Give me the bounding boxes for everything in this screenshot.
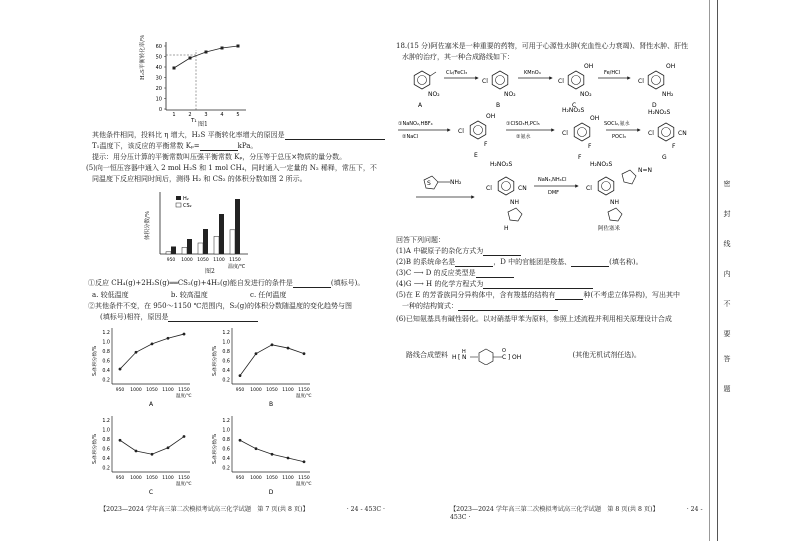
svg-text:H₂NO₂S: H₂NO₂S [562,107,585,114]
label-F: F [578,154,582,161]
hint-text: 提示：用分压计算的平衡常数叫压强平衡常数 Kₚ，分压等于总压×物质的量分数。 [92,153,347,161]
y-tick-label: 0 [158,107,162,113]
reagent-e-to-f-2: ②氨水 [516,134,531,140]
y-tick-label: 10 [155,96,162,103]
reagent-d-to-e-2: ②NaCl [402,134,419,140]
y-tick-label: 0.8 [222,438,230,443]
synthesis-route [394,62,704,232]
y-tick-label: 0.4 [222,369,230,374]
answer-blank[interactable] [458,303,558,311]
label-G: G [662,154,667,161]
x-tick-label: 1000 [130,388,142,393]
y-axis-label: S₂体积分数/% [93,345,98,376]
y-tick-label: 0.2 [222,466,230,472]
answer-blank[interactable] [483,248,521,256]
y-tick-label: 0.8 [222,350,230,355]
x-tick-label: 1 [172,112,176,118]
question-r6: (6)已知氨基具有碱性弱化。以对硝基甲苯为原料，参照上述流程并利用相关原理设计合成 [396,315,672,323]
data-point [205,51,208,54]
svg-text:[: [ [458,354,461,361]
question-5-line2: 同温度下反应相同时间后，测得 H₂ 和 CS₂ 的体积分数如图 2 所示。 [92,175,307,183]
svg-text:NO₂: NO₂ [504,91,516,98]
seal-char: 答 [723,355,731,363]
svg-text:Cl: Cl [486,185,492,192]
svg-text:NH₂: NH₂ [450,179,462,186]
x-tick-label: 3 [204,112,208,118]
svg-text:OH: OH [486,113,496,120]
label-H: H [504,225,509,232]
label-E: E [474,152,478,159]
figure-1-caption: 图1 [198,121,208,128]
figure-1-t1-label: T₁ [191,118,197,124]
svg-text:S: S [427,180,431,187]
data-point [167,446,170,449]
question-s2-trend-1: ②其他条件不变，在 950～1150 ℃范围内，S₂(g)的体积分数随温度的变化趋势与图 [88,302,352,310]
bar-cs2 [182,247,187,254]
bar-cs2 [166,252,171,254]
x-tick-label: 1100 [282,476,294,481]
data-point [287,457,290,460]
x-tick-label: 1150 [298,476,310,481]
svg-text:N=N: N=N [638,167,653,174]
question-r5: (5)在 E 的芳香族同分异构体中，含有羧基的结构有 种(不考虑立体异构)，写出其中 [396,291,680,299]
y-tick-label: 1.2 [102,331,110,336]
reagent-e-to-f-1: ①ClSO₃H,PCl₅ [506,121,540,127]
y-tick-label: 0.6 [222,359,230,365]
y-tick-label: 30 [155,75,162,82]
series-line [240,345,304,376]
option-b: b. 较高温度 [170,291,208,299]
y-tick-label: 50 [155,54,162,61]
answer-blank[interactable] [571,259,609,267]
seal-char: 要 [723,330,731,338]
reagent-c-to-d: Fe/HCl [604,70,621,76]
x-tick-label: 950 [115,388,125,393]
x-tick-label: 1150 [229,258,241,263]
svg-text:NO₂: NO₂ [580,91,592,98]
y-tick-label: 1.0 [102,428,110,434]
bar-h2 [187,239,192,254]
question-s2-trend-2: (填标号)相符，原因是 [100,313,258,322]
data-point [287,347,290,350]
bar-cs2 [214,236,219,254]
series-line [240,440,304,461]
figure-2-caption: 图2 [205,268,215,275]
legend-h2: H₂ [183,196,189,202]
data-point [173,67,176,70]
polymer-structure [450,345,570,365]
chart-letter: D [268,489,274,496]
data-point [135,351,138,354]
svg-text:F: F [588,143,592,150]
svg-text:Cl: Cl [648,130,654,137]
data-point [151,453,154,456]
x-tick-label: 1100 [282,388,294,393]
data-point [183,333,186,336]
svg-text:NH: NH [510,199,519,206]
options-row [92,291,286,300]
y-tick-label: 0.8 [102,350,110,355]
x-tick-label: 5 [236,112,240,118]
data-point [271,453,274,456]
question-r1: (1)A 中碳原子的杂化方式为 [396,247,521,256]
seal-char: 封 [723,210,731,218]
question-5-line1: (5)向一恒压容器中通入 2 mol H₂S 和 1 mol CH₄，同时通入一定量的 N₂ 稀释，常压下，不 [86,164,377,172]
seal-char: 密 [723,180,731,188]
option-c: c. 任何温度 [250,291,287,299]
question-r4: (4)G ⟶ H 的化学方程式为 [396,280,593,289]
svg-text:Cl: Cl [458,128,464,135]
x-tick-label: 1150 [178,476,190,481]
svg-text:H: H [462,349,466,355]
data-point [189,57,192,60]
reagent-f-to-g-2: POCl₃ [612,134,626,140]
binding-line-inner [709,0,710,541]
svg-text:H: H [452,354,457,361]
option-a: a. 较低温度 [92,291,129,299]
data-point [237,45,240,48]
s2-chart-a [90,322,200,408]
x-tick-label: 1150 [298,388,310,393]
s2-chart-b [210,322,320,408]
x-tick-label: 4 [220,112,224,118]
y-tick-label: 60 [155,44,162,50]
s2-chart-c [90,410,200,496]
svg-text:F: F [672,143,676,150]
x-tick-label: 1100 [162,388,174,393]
bar-h2 [203,229,208,254]
x-tick-label: 1000 [250,388,262,393]
y-tick-label: 0.4 [102,457,110,462]
y-tick-label: 0.2 [222,378,230,384]
x-tick-label: 1050 [146,388,158,393]
x-tick-label: 1050 [197,258,209,263]
y-tick-label: 1.0 [222,428,230,434]
data-point [167,337,170,340]
label-D: D [652,102,657,109]
answer-blank[interactable] [483,281,593,289]
x-tick-label: 950 [235,476,245,481]
y-axis-label: S₂体积分数/% [213,433,218,464]
question-rate-reason: 其他条件相同，投料比 η 增大，H₂S 平衡转化率增大的原因是 [92,131,385,140]
x-tick-label: 1100 [213,258,225,263]
question-spontaneous: ①反应 CH₄(g)+2H₂S(g)══CS₂(g)+4H₂(g)能自发进行的条件是 (填标号)。 [88,279,365,287]
x-tick-label: 1000 [181,258,193,263]
bar-h2 [235,199,240,254]
answer-blank[interactable] [476,270,514,278]
data-point [239,374,242,377]
footer-left: 【2023—2024 学年高三第二次模拟考试高三化学试题 第 7 页(共 8 页)】 · 24 - 453C · [100,506,385,513]
y-axis-label: S₂体积分数/% [93,433,98,464]
data-point [135,450,138,453]
figure-1-chart [148,38,258,130]
data-point [221,47,224,50]
legend-cs2: CS₂ [183,203,192,209]
y-tick-label: 40 [155,65,162,71]
label-A: A [418,102,423,109]
svg-text:NO₂: NO₂ [428,91,440,98]
bar-h2 [171,247,176,255]
figure-2-xlabel: 温度/℃ [228,264,246,270]
svg-text:O: O [502,348,507,354]
x-tick-label: 950 [166,258,176,263]
svg-text:OH: OH [512,354,522,361]
svg-text:OH: OH [584,63,594,70]
y-tick-label: 1.0 [102,340,110,346]
svg-text:N: N [462,354,467,361]
answer-blank[interactable] [455,259,493,267]
label-B: B [496,102,501,109]
y-tick-label: 0.4 [102,369,110,374]
svg-text:NH: NH [610,199,619,206]
svg-text:CN: CN [678,130,687,137]
x-tick-label: 1000 [130,476,142,481]
x-axis-label: 温度/℃ [176,482,192,487]
y-tick-label: 0.6 [102,359,110,365]
x-tick-label: 1050 [266,388,278,393]
x-tick-label: 1050 [146,476,158,481]
answer-blank[interactable] [285,132,385,140]
question-kp: T₁温度下，该反应的平衡常数 Kₚ= kPa。 [92,142,258,150]
x-tick-label: 1000 [250,476,262,481]
question-r2: (2)B 的系统命名是 ，D 中的官能团是羧基、 (填名称)。 [396,258,643,266]
chart-letter: C [148,489,154,496]
seal-char: 内 [723,270,731,278]
svg-text:H₂NO₂S: H₂NO₂S [490,161,513,168]
figure-2-chart [152,190,252,270]
svg-text:NH₂: NH₂ [662,91,674,98]
svg-text:CN: CN [518,185,527,192]
y-tick-label: 0.4 [222,457,230,462]
figure-1-ylabel: H₂S平衡转化率/% [140,34,146,80]
svg-text:Cl: Cl [586,185,592,192]
reagent-h-to-i-2: DMF [548,190,560,196]
y-axis-label: S₂体积分数/% [213,345,218,376]
data-point [183,435,186,438]
x-tick-label: 1150 [178,388,190,393]
data-point [119,439,122,442]
x-axis-label: 温度/℃ [296,482,312,487]
question-r5-line2: 一种的结构简式： [402,302,558,311]
reagent-d-to-e-1: ①NaNO₂,HBF₄ [398,121,433,127]
data-point [239,439,242,442]
y-tick-label: 0.8 [102,438,110,443]
series-line [120,437,184,455]
y-tick-label: 1.0 [222,340,230,346]
answer-blank[interactable] [293,280,331,288]
svg-text:H₂NO₂S: H₂NO₂S [648,109,671,116]
x-axis-label: 温度/℃ [296,394,312,399]
chart-letter: A [148,401,154,408]
data-point [151,342,154,345]
question-r6-line2: 路线合成塑料 H [ H N O C ] OH (其他无机试剂任选)。 [406,345,641,365]
question-18-line2: 水肿的治疗，其一种合成路线如下： [402,53,514,61]
seal-char: 不 [723,300,731,308]
svg-text:H₂NO₂S: H₂NO₂S [590,161,613,168]
series-line [120,334,184,369]
question-18-line1: 18.(15 分)阿佐塞米是一种重要的药物，可用于心源性水肿(充血性心力衰竭)、肾性水肿、肝性 [396,42,689,50]
svg-text:F: F [484,141,488,148]
svg-text:Cl: Cl [482,78,488,85]
y-tick-label: 0.6 [222,447,230,453]
y-tick-label: 1.2 [102,419,110,424]
bar-cs2 [230,230,235,254]
x-tick-label: 2 [188,112,192,118]
label-C: C [572,102,577,109]
bar-h2 [219,214,224,254]
y-tick-label: 0.2 [102,378,110,384]
answer-blank[interactable] [555,292,583,300]
seal-char: 线 [723,240,731,248]
y-tick-label: 0.2 [102,466,110,472]
data-point [271,343,274,346]
svg-text:Cl: Cl [638,78,644,85]
reagent-a-to-b: Cl₂/FeCl₃ [446,70,468,76]
data-point [119,368,122,371]
y-tick-label: 0.6 [102,447,110,453]
s2-chart-d [210,410,320,496]
reagent-h-to-i-1: NaN₃,NH₄Cl [538,177,567,183]
question-r3: (3)C ⟶ D 的反应类型是 [396,269,514,278]
chart-letter: B [268,401,274,408]
y-tick-label: 1.2 [222,331,230,336]
binding-line [717,0,718,541]
x-tick-label: 950 [235,388,245,393]
seal-char: 题 [723,385,731,393]
answer-heading: 回答下列问题： [396,236,445,244]
y-tick-label: 20 [155,86,162,92]
x-tick-label: 950 [115,476,125,481]
figure-2-ylabel: 体积分数/% [145,210,151,240]
svg-text:OH: OH [666,63,676,70]
x-tick-label: 1050 [266,476,278,481]
svg-text:Cl: Cl [562,130,568,137]
svg-text:OH: OH [590,115,600,122]
data-point [303,460,306,463]
x-tick-label: 1100 [162,476,174,481]
footer-right: 【2023—2024 学年高三第二次模拟考试高三化学试题 第 8 页(共 8 页)】 · 24 - 453C · [450,506,703,522]
answer-blank[interactable] [200,143,238,151]
right-page [390,0,710,541]
left-page [0,0,390,541]
bar-cs2 [198,243,203,254]
data-point [255,352,258,355]
label-I: 阿佐塞米 [598,226,621,232]
svg-text:]: ] [508,354,511,361]
svg-text:C: C [502,354,507,361]
data-point [303,352,306,355]
reagent-b-to-c: KMnO₄ [524,70,541,76]
x-axis-label: 温度/℃ [176,394,192,399]
data-point [255,447,258,450]
reagent-f-to-g-1: SOCl₂,氨水 [604,121,630,127]
svg-text:Cl: Cl [558,78,564,85]
y-tick-label: 1.2 [222,419,230,424]
